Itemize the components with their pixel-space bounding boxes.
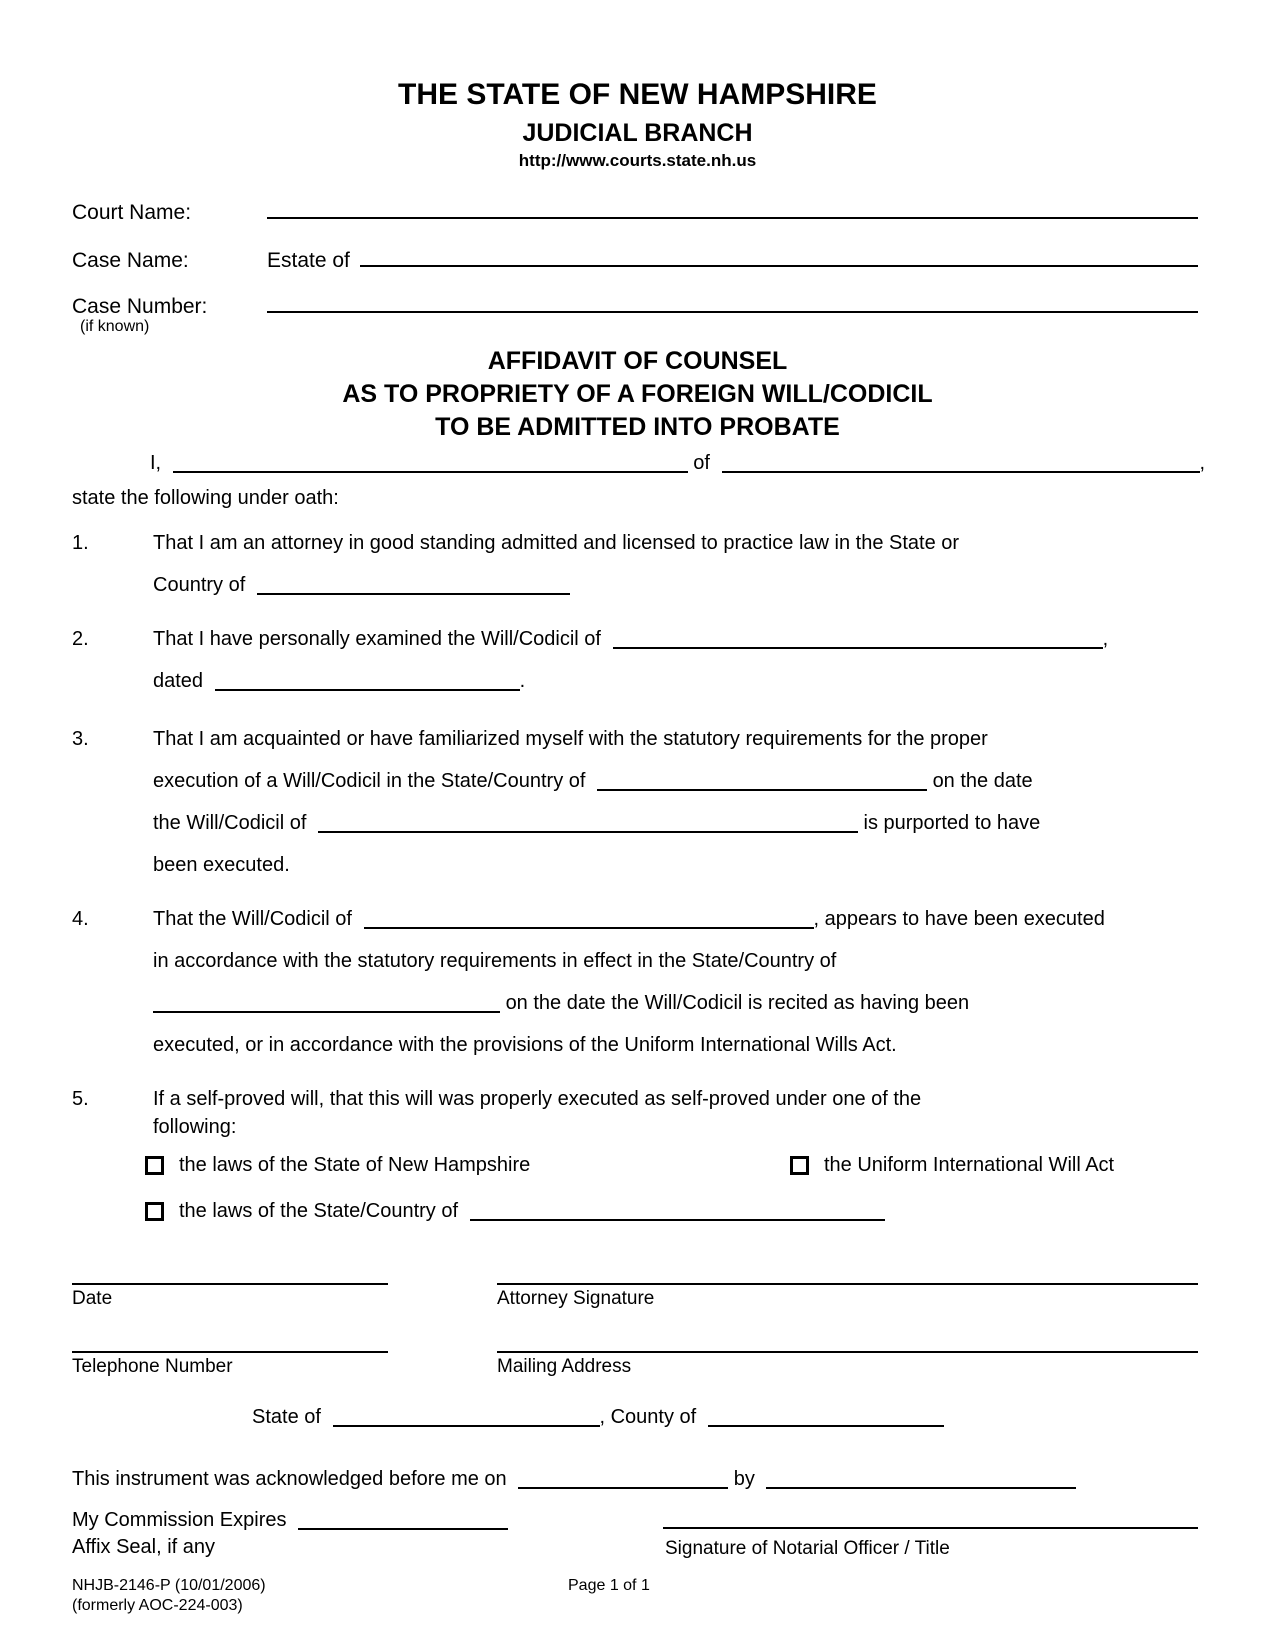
item-3-line2-suffix: on the date bbox=[932, 770, 1033, 792]
case-number-label: Case Number: bbox=[72, 295, 208, 318]
effect-state-country-input[interactable] bbox=[153, 1009, 500, 1013]
uniform-act-group bbox=[790, 1152, 1114, 1179]
item-3-line1: That I am acquainted or have familiarized myself with the statutory requirements for the proper bbox=[153, 728, 988, 750]
item-1-line1: That I am an attorney in good standing admitted and licensed to practice law in the State or bbox=[153, 532, 960, 554]
notarial-signature-line[interactable] bbox=[663, 1527, 1198, 1529]
item-3-line4: been executed. bbox=[153, 854, 290, 876]
will-date-input[interactable] bbox=[215, 687, 520, 691]
of-label: of bbox=[693, 452, 710, 474]
estate-of-prefix: Estate of bbox=[267, 249, 350, 272]
judicial-branch-subtitle: JUDICIAL BRANCH bbox=[522, 119, 753, 147]
item-5-number: 5. bbox=[72, 1088, 89, 1110]
state-title: THE STATE OF NEW HAMPSHIRE bbox=[398, 78, 877, 111]
item-2-line1-text: That I have personally examined the Will/Codicil of bbox=[153, 628, 601, 650]
will-testator-name-input[interactable] bbox=[613, 645, 1103, 649]
mailing-address-line[interactable] bbox=[497, 1351, 1198, 1353]
case-name-row bbox=[72, 249, 1198, 273]
case-name-label: Case Name: bbox=[72, 249, 189, 272]
acknowledged-text: This instrument was acknowledged before me on bbox=[72, 1468, 507, 1490]
state-county-row bbox=[252, 1406, 944, 1429]
form-title-line3: TO BE ADMITTED INTO PROBATE bbox=[435, 413, 840, 441]
date-signature-line[interactable] bbox=[72, 1283, 388, 1285]
item-4-number: 4. bbox=[72, 908, 89, 930]
attorney-country-input[interactable] bbox=[257, 591, 570, 595]
item-2-number: 2. bbox=[72, 628, 89, 650]
item-4-line1-text: That the Will/Codicil of bbox=[153, 908, 352, 930]
commission-text: My Commission Expires bbox=[72, 1509, 287, 1531]
intro-line bbox=[150, 452, 1205, 475]
case-number-input[interactable] bbox=[267, 309, 1198, 313]
item-2-period: . bbox=[519, 670, 526, 692]
execution-state-country-input[interactable] bbox=[597, 787, 927, 791]
uniform-act-label: the Uniform International Will Act bbox=[824, 1154, 1115, 1176]
item-3-number: 3. bbox=[72, 728, 89, 750]
item-4-line4: executed, or in accordance with the provisions of the Uniform International Wills Act. bbox=[153, 1034, 897, 1056]
attorney-signature-label: Attorney Signature bbox=[497, 1288, 655, 1309]
state-country-laws-label: the laws of the State/Country of bbox=[179, 1200, 459, 1222]
item-2-line1-comma: , bbox=[1102, 628, 1109, 650]
item-1-line2-text: Country of bbox=[153, 574, 246, 596]
nh-laws-checkbox[interactable] bbox=[145, 1156, 164, 1175]
affiant-location-input[interactable] bbox=[722, 469, 1200, 473]
form-title bbox=[0, 345, 1275, 444]
case-number-row bbox=[72, 295, 1198, 319]
footer-form-id bbox=[72, 1576, 266, 1616]
intro-comma: , bbox=[1199, 452, 1206, 474]
item-5 bbox=[72, 1085, 921, 1141]
date-label: Date bbox=[72, 1288, 113, 1309]
page-number: Page 1 of 1 bbox=[568, 1577, 650, 1594]
item-3 bbox=[72, 718, 1040, 886]
state-country-laws-checkbox[interactable] bbox=[145, 1202, 164, 1221]
item-4-line3-suffix: on the date the Will/Codicil is recited as having been bbox=[505, 992, 970, 1014]
form-title-line1: AFFIDAVIT OF COUNSEL bbox=[487, 347, 788, 375]
court-website-url: http://www.courts.state.nh.us bbox=[518, 151, 757, 170]
i-label: I, bbox=[150, 452, 162, 474]
if-known-hint: (if known) bbox=[80, 318, 150, 335]
court-name-row bbox=[72, 201, 1198, 225]
form-title-line2: AS TO PROPRIETY OF A FOREIGN WILL/CODICIL bbox=[342, 380, 933, 408]
court-name-input[interactable] bbox=[267, 215, 1198, 219]
county-of-label: , County of bbox=[599, 1406, 697, 1428]
item-1-number: 1. bbox=[72, 532, 89, 554]
commission-expires-input[interactable] bbox=[298, 1526, 508, 1530]
acknowledged-by-input[interactable] bbox=[766, 1485, 1076, 1489]
attorney-signature-line[interactable] bbox=[497, 1283, 1198, 1285]
mailing-address-label: Mailing Address bbox=[497, 1356, 632, 1377]
affiant-name-input[interactable] bbox=[173, 469, 688, 473]
executed-testator-input[interactable] bbox=[364, 925, 814, 929]
case-name-input[interactable] bbox=[360, 263, 1198, 267]
notary-county-input[interactable] bbox=[708, 1423, 944, 1427]
item-5-line2: following: bbox=[153, 1116, 237, 1138]
item-2 bbox=[72, 618, 1108, 702]
item-3-line3-text: the Will/Codicil of bbox=[153, 812, 307, 834]
checkbox-row-1 bbox=[145, 1152, 1200, 1179]
laws-state-country-input[interactable] bbox=[470, 1217, 885, 1221]
commission-row bbox=[72, 1509, 508, 1532]
purported-testator-input[interactable] bbox=[318, 829, 858, 833]
form-number: NHJB-2146-P (10/01/2006) bbox=[72, 1577, 266, 1594]
item-2-dated-text: dated bbox=[153, 670, 204, 692]
state-of-label: State of bbox=[252, 1406, 321, 1428]
checkbox-row-2 bbox=[145, 1198, 885, 1225]
court-name-label: Court Name: bbox=[72, 201, 192, 224]
item-5-line1: If a self-proved will, that this will was properly executed as self-proved under one of the bbox=[153, 1088, 922, 1110]
item-4 bbox=[72, 898, 1105, 1066]
item-3-line2-text: execution of a Will/Codicil in the State/Country of bbox=[153, 770, 586, 792]
affix-seal-text: Affix Seal, if any bbox=[72, 1536, 216, 1558]
nh-laws-label: the laws of the State of New Hampshire bbox=[179, 1154, 531, 1176]
item-1 bbox=[72, 522, 959, 606]
item-4-line1-suffix: , appears to have been executed bbox=[813, 908, 1105, 930]
formerly-number: (formerly AOC-224-003) bbox=[72, 1597, 243, 1614]
notarial-officer-label: Signature of Notarial Officer / Title bbox=[665, 1538, 950, 1559]
telephone-label: Telephone Number bbox=[72, 1356, 233, 1377]
by-label: by bbox=[733, 1468, 755, 1490]
acknowledged-date-input[interactable] bbox=[518, 1485, 728, 1489]
uniform-act-checkbox[interactable] bbox=[790, 1156, 809, 1175]
notary-state-input[interactable] bbox=[333, 1423, 600, 1427]
acknowledgement-row bbox=[72, 1468, 1076, 1491]
telephone-line[interactable] bbox=[72, 1351, 388, 1353]
item-4-line2: in accordance with the statutory requirements in effect in the State/Country of bbox=[153, 950, 837, 972]
oath-statement: state the following under oath: bbox=[72, 487, 339, 509]
item-3-line3-suffix: is purported to have bbox=[863, 812, 1041, 834]
